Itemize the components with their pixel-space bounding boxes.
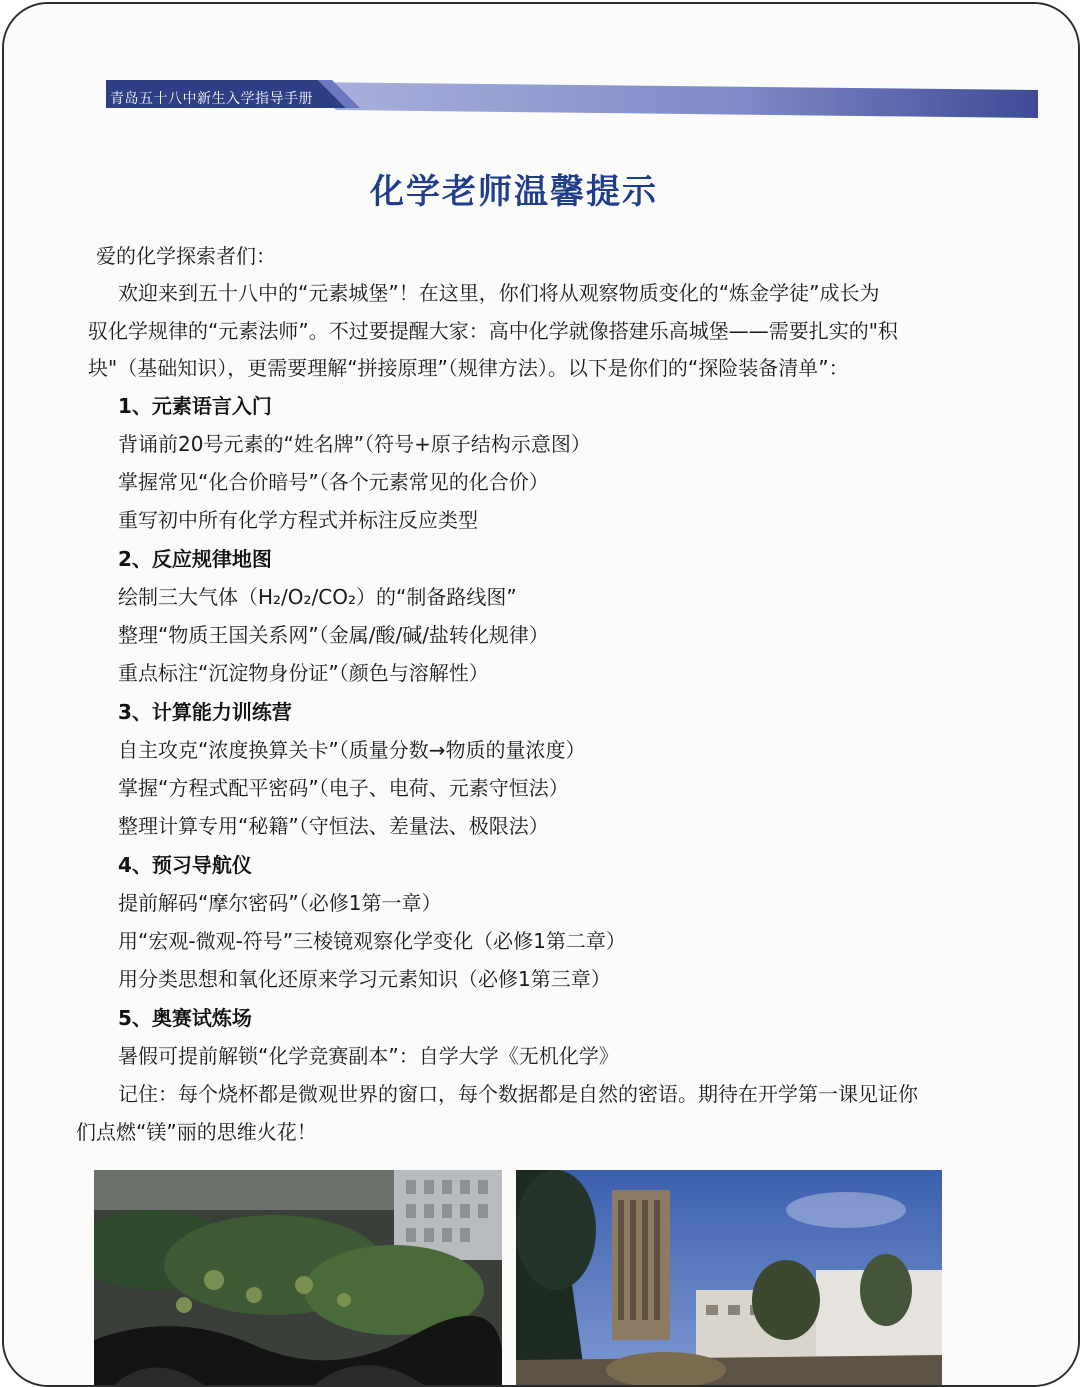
section-1-item-3: 重写初中所有化学方程式并标注反应类型 [118, 508, 478, 532]
intro-line-2: 驭化学规律的“元素法师”。不过要提醒大家：高中化学就像搭建乐高城堡——需要扎实的"积 [88, 319, 898, 343]
header-banner [106, 76, 1038, 118]
greeting: 爱的化学探索者们： [96, 244, 276, 268]
section-1-item-1: 背诵前20号元素的“姓名牌”（符号+原子结构示意图） [118, 432, 591, 456]
closing-line-1: 记住：每个烧杯都是微观世界的窗口，每个数据都是自然的密语。期待在开学第一课见证你 [118, 1082, 918, 1106]
section-heading-5: 5、奥赛试炼场 [118, 1006, 252, 1030]
section-heading-4: 4、预习导航仪 [118, 853, 252, 877]
section-heading-3: 3、计算能力训练营 [118, 700, 292, 724]
page-title: 化学老师温馨提示 [370, 172, 658, 212]
handbook-page [4, 4, 1078, 1385]
section-2-item-2: 整理“物质王国关系网”（金属/酸/碱/盐转化规律） [118, 623, 549, 647]
campus-building-photo [516, 1170, 942, 1385]
campus-garden-photo [94, 1170, 502, 1385]
section-4-item-3: 用分类思想和氧化还原来学习元素知识（必修1第三章） [118, 967, 611, 991]
section-2-item-3: 重点标注“沉淀物身份证”（颜色与溶解性） [118, 661, 489, 685]
section-4-item-2: 用“宏观-微观-符号”三棱镜观察化学变化（必修1第二章） [118, 929, 626, 953]
section-1-item-2: 掌握常见“化合价暗号”（各个元素常见的化合价） [118, 470, 549, 494]
section-heading-2: 2、反应规律地图 [118, 547, 272, 571]
section-3-item-3: 整理计算专用“秘籍”（守恒法、差量法、极限法） [118, 814, 549, 838]
header-text: 青岛五十八中新生入学指导手册 [110, 91, 313, 107]
section-5-item-1: 暑假可提前解锁“化学竞赛副本”：自学大学《无机化学》 [118, 1044, 619, 1068]
intro-line-3: 块"（基础知识），更需要理解“拼接原理”（规律方法）。以下是你们的“探险装备清单”： [88, 356, 849, 380]
section-3-item-2: 掌握“方程式配平密码”（电子、电荷、元素守恒法） [118, 776, 569, 800]
section-2-item-1: 绘制三大气体（H₂/O₂/CO₂）的“制备路线图” [118, 585, 517, 609]
screenshot-frame [2, 2, 1080, 1387]
section-4-item-1: 提前解码“摩尔密码”（必修1第一章） [118, 891, 442, 915]
closing-line-2: 们点燃“镁”丽的思维火花！ [76, 1120, 317, 1144]
intro-line-1: 欢迎来到五十八中的“元素城堡”！在这里，你们将从观察物质变化的“炼金学徒”成长为 [118, 281, 880, 305]
section-3-item-1: 自主攻克“浓度换算关卡”（质量分数→物质的量浓度） [118, 738, 586, 762]
section-heading-1: 1、元素语言入门 [118, 394, 272, 418]
